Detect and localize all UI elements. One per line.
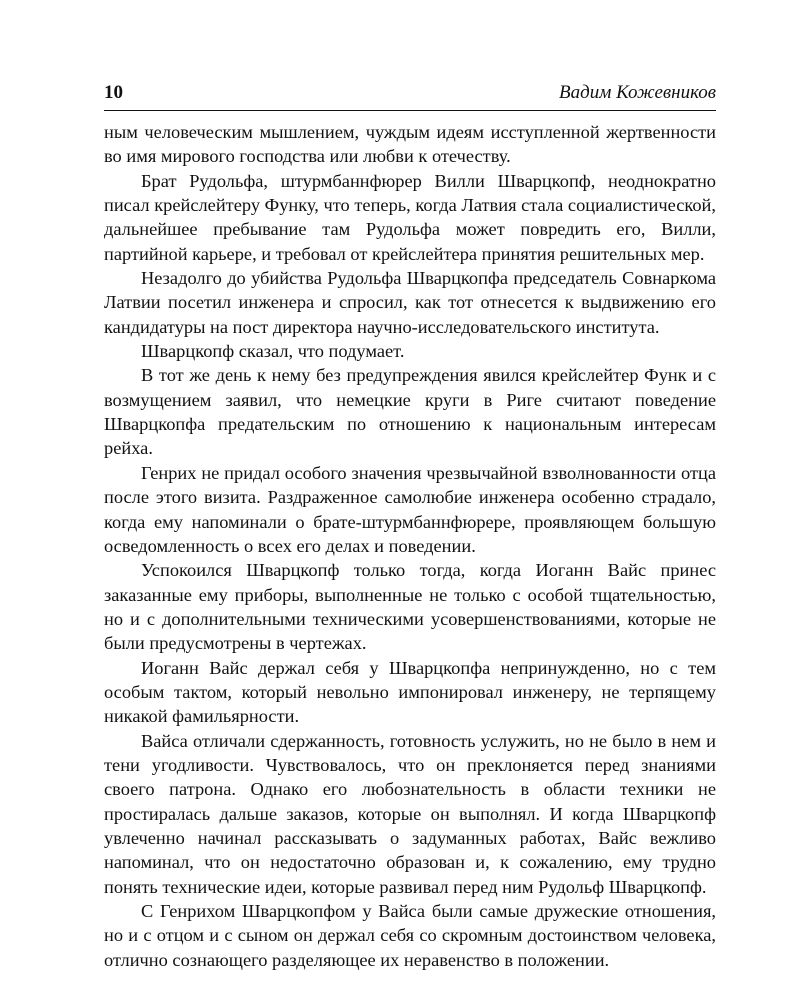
paragraph: Успокоился Шварцкопф только тогда, когда Иоганн Вайс принес заказанные ему приборы, выполненные не только с особой тщательностью, но и с дополнительными техническими усовершенствованиями, которые не были предусмотрены в чертежах.	[104, 560, 716, 654]
paragraph: В тот же день к нему без предупреждения явился крейслейтер Функ и с возмущением заявил, что немецкие круги в Риге считают поведение Шварцкопфа предательским по отношению к национальным интересам рейха.	[104, 365, 716, 459]
paragraph: Шварцкопф сказал, что подумает.	[141, 341, 405, 362]
author-name: Вадим Кожевников	[559, 82, 716, 103]
paragraph: Вайса отличали сдержанность, готовность услужить, но не было в нем и тени угодливости. Чувствовалось, что он преклоняется перед знаниями своего патрона. Однако его любознательность в области техники не простиралась дальше заказов, которые он выполнял. И когда Шварцкопф увлеченно начинал рассказывать о задуманных работах, Вайс вежливо напоминал, что он недостаточно образован и, к сожалению, ему трудно понять технические идеи, которые развивал перед ним Рудольф Шварцкопф.	[104, 730, 716, 897]
book-page	[104, 80, 716, 972]
paragraph: Брат Рудольфа, штурмбаннфюрер Вилли Шварцкопф, неоднократно писал крейслейтеру Функу, что теперь, когда Латвия стала социалистической, дальнейшее пребывание там Рудольфа может повредить его, Вилли, партийной карьере, и требовал от крейслейтера принятия решительных мер.	[104, 170, 716, 264]
paragraph: Иоганн Вайс держал себя у Шварцкопфа непринужденно, но с тем особым тактом, который невольно импонировал инженеру, не терпящему никакой фамильярности.	[104, 657, 716, 727]
running-header	[104, 80, 716, 111]
paragraph: Незадолго до убийства Рудольфа Шварцкопфа председатель Совнаркома Латвии посетил инженера и спросил, как тот отнесется к выдвижению его кандидатуры на пост директора научно-исследовательского института.	[104, 268, 716, 337]
paragraph: Генрих не придал особого значения чрезвычайной взволнованности отца после этого визита. Раздраженное самолюбие инженера особенно страдало, когда ему напоминали о брате-штурмбаннфюрере, проявляющем большую осведомленность о всех его делах и поведении.	[104, 462, 716, 556]
body-text	[104, 120, 716, 972]
paragraph: С Генрихом Шварцкопфом у Вайса были самые дружеские отношения, но и с отцом и с сыном он держал себя со скромным достоинством человека, отлично сознающего разделяющее их неравенство в положении.	[104, 901, 716, 970]
page-number: 10	[104, 82, 123, 103]
paragraph-continued: ным человеческим мышлением, чуждым идеям исступленной жертвенности во имя мирового господства или любви к отечеству.	[104, 122, 716, 167]
